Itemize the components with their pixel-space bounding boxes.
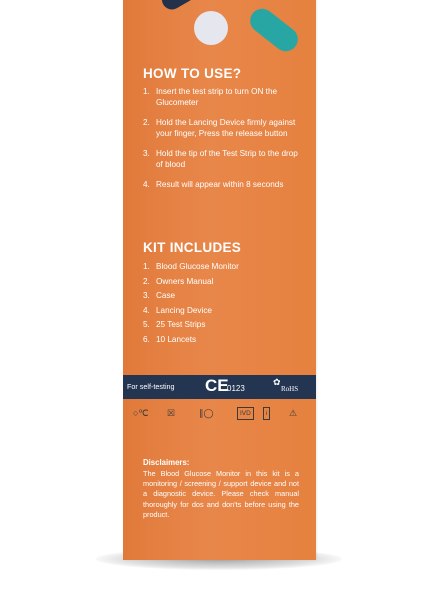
temperature-icon: ○℃ <box>133 408 149 418</box>
disclaimer-title: Disclaimers: <box>143 458 190 467</box>
list-item: 4. Result will appear within 8 seconds <box>143 180 284 189</box>
waste-bin-icon: ☒ <box>167 408 176 418</box>
ce-code: 0123 <box>227 384 245 393</box>
how-to-use-steps <box>143 86 303 199</box>
regulatory-symbols <box>131 405 311 425</box>
certification-band <box>123 375 316 399</box>
how-to-use-heading: HOW TO USE? <box>143 66 242 81</box>
ce-mark: CE <box>205 376 229 395</box>
list-item: 1. Insert the test strip to turn ON the Glucometer <box>143 87 278 107</box>
humidity-icon: ∥◯ <box>199 408 214 418</box>
self-testing-label: For self-testing <box>127 382 175 391</box>
ivd-icon: IVD <box>237 407 254 420</box>
decorative-teal-pill <box>245 4 302 56</box>
manual-icon: i <box>263 407 270 420</box>
list-item: 6. 10 Lancets <box>143 334 197 344</box>
kit-includes-heading: KIT INCLUDES <box>143 240 242 255</box>
list-item: 1. Blood Glucose Monitor <box>143 262 239 271</box>
list-item: 5. 25 Test Strips <box>143 320 206 329</box>
list-item: 4. Lancing Device <box>143 305 212 315</box>
list-item: 3. Case <box>143 291 176 300</box>
list-item: 2. Owners Manual <box>143 276 214 286</box>
decorative-dark-pill <box>158 0 197 13</box>
rohs-label: RoHS <box>281 385 299 393</box>
list-item: 2. Hold the Lancing Device firmly against your finger, Press the release button <box>143 118 296 138</box>
product-box <box>123 0 316 560</box>
leaf-icon: ✿ <box>273 377 281 387</box>
disclaimer-text: The Blood Glucose Monitor in this kit is a monitoring / screening / support device and not a diagnostic device. Please check manual thoroughly for dos and don'ts before using the product. <box>143 469 299 519</box>
kit-includes-list <box>143 260 303 347</box>
warning-icon: ⚠ <box>289 408 298 418</box>
decorative-circle <box>194 11 228 45</box>
list-item: 3. Hold the tip of the Test Strip to the drop of blood <box>143 149 298 169</box>
